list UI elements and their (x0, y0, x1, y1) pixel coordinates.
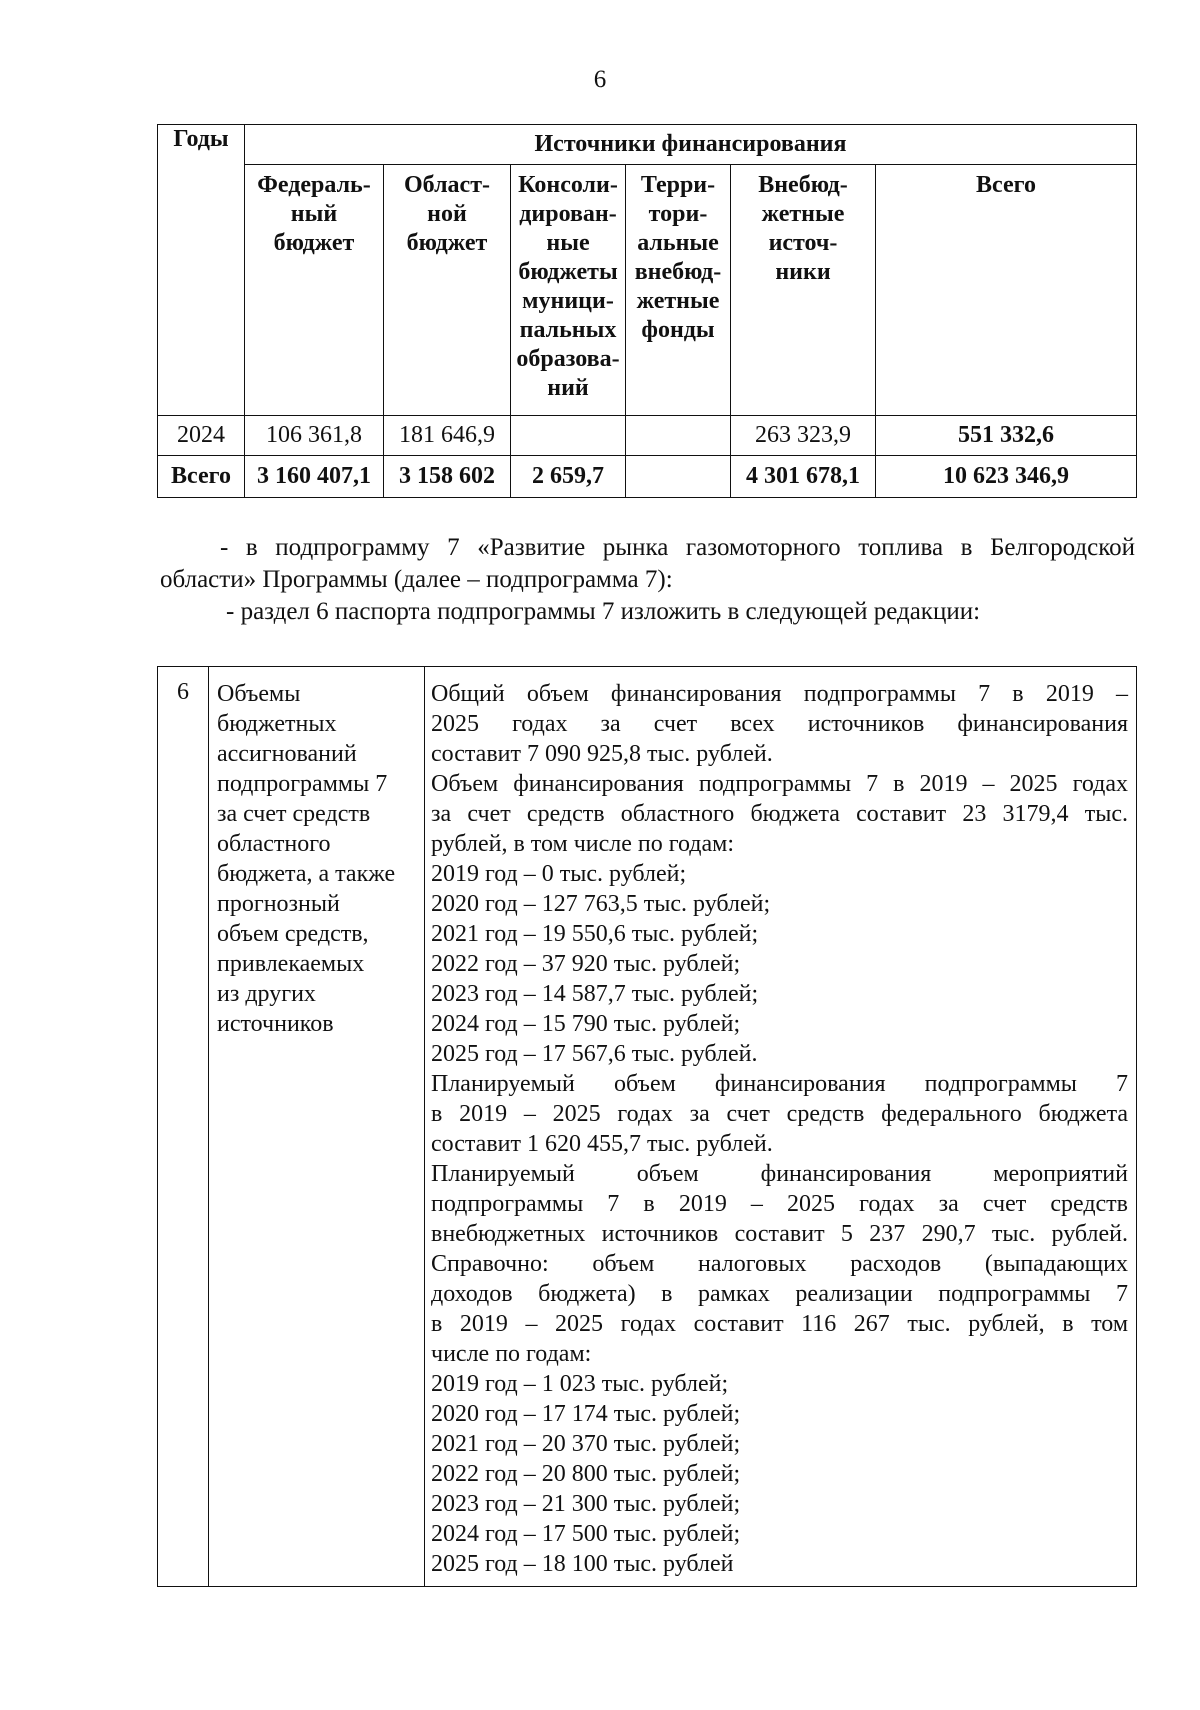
label-line: из других (217, 981, 316, 1007)
content-line: 2021 год – 19 550,6 тыс. рублей; (431, 921, 759, 947)
content-line: 2022 год – 37 920 тыс. рублей; (431, 951, 741, 977)
content-line: внебюджетных источников составит 5 237 290,7 тыс. рублей. (431, 1221, 1128, 1247)
cell-federal: 106 361,8 (245, 416, 384, 456)
label-line: за счет средств (217, 801, 371, 827)
financing-table (157, 124, 1137, 498)
page-number: 6 (593, 66, 607, 93)
content-line: Справочно: объем налоговых расходов (выпадающих (431, 1251, 1128, 1277)
content-line: Планируемый объем финансирования мероприятий (431, 1161, 1128, 1187)
content-line: доходов бюджета) в рамках реализации подпрограммы 7 (431, 1281, 1128, 1307)
cell-extrabudget: 4 301 678,1 (731, 456, 876, 498)
label-line: прогнозный (217, 891, 340, 917)
content-line: рублей, в том числе по годам: (431, 831, 734, 857)
col-municipal: Консоли- дирован- ные бюджеты муници- пальных образова- ний (511, 165, 626, 416)
cell-municipal (511, 416, 626, 456)
content-line: 2020 год – 127 763,5 тыс. рублей; (431, 891, 771, 917)
content-line: 2022 год – 20 800 тыс. рублей; (431, 1461, 741, 1487)
col-extrabudget: Внебюд- жетные источ- ники (731, 165, 876, 416)
content-line: 2023 год – 14 587,7 тыс. рублей; (431, 981, 759, 1007)
cell-total: 10 623 346,9 (876, 456, 1137, 498)
label-line: объем средств, (217, 921, 369, 947)
content-line: подпрограммы 7 в 2019 – 2025 годах за счет средств (431, 1191, 1128, 1217)
content-line: 2019 год – 1 023 тыс. рублей; (431, 1371, 729, 1397)
cell-extrabudget: 263 323,9 (731, 416, 876, 456)
content-line: в 2019 – 2025 годах составит 116 267 тыс. рублей, в том (431, 1311, 1128, 1337)
content-line: 2025 годах за счет всех источников финансирования (431, 711, 1128, 737)
label-line: областного (217, 831, 331, 857)
col-regional: Област- ной бюджет (384, 165, 511, 416)
cell-total: 551 332,6 (876, 416, 1137, 456)
content-line: 2024 год – 17 500 тыс. рублей; (431, 1521, 741, 1547)
label-line: ассигнований (217, 741, 357, 767)
content-line: Планируемый объем финансирования подпрограммы 7 (431, 1071, 1128, 1097)
passport-table (157, 666, 1137, 1587)
cell-regional: 181 646,9 (384, 416, 511, 456)
table-row-total (158, 456, 1137, 498)
cell-regional: 3 158 602 (384, 456, 511, 498)
content-line: 2025 год – 18 100 тыс. рублей (431, 1551, 734, 1577)
row-number: 6 (158, 667, 209, 1587)
content-line: Объем финансирования подпрограммы 7 в 2019 – 2025 годах (431, 771, 1128, 797)
table-header-row (158, 125, 1137, 165)
paragraph-subprogram (160, 532, 1135, 596)
header-sources: Источники финансирования (245, 125, 1137, 165)
cell-year: 2024 (158, 416, 245, 456)
label-line: Объемы (217, 681, 301, 707)
content-line: 2019 год – 0 тыс. рублей; (431, 861, 687, 887)
content-line: составит 1 620 455,7 тыс. рублей. (431, 1131, 773, 1157)
col-territorial: Терри- тори- альные внебюд- жетные фонды (626, 165, 731, 416)
content-line: 2024 год – 15 790 тыс. рублей; (431, 1011, 741, 1037)
row-label (209, 667, 425, 1587)
col-total: Всего (876, 165, 1137, 416)
header-years: Годы (158, 125, 245, 416)
label-line: источников (217, 1011, 334, 1037)
content-line: числе по годам: (431, 1341, 592, 1367)
paragraph-subprogram-text: - в подпрограмму 7 «Развитие рынка газомоторного топлива в Белгородской области» Программы (далее – подпрограмма 7): (160, 534, 1135, 593)
content-line: за счет средств областного бюджета составит 23 3179,4 тыс. (431, 801, 1128, 827)
content-line: Общий объем финансирования подпрограммы 7 в 2019 – (431, 681, 1128, 707)
table-subheader-row (158, 165, 1137, 416)
row-content (425, 667, 1137, 1587)
content-line: 2025 год – 17 567,6 тыс. рублей. (431, 1041, 758, 1067)
cell-municipal: 2 659,7 (511, 456, 626, 498)
cell-territorial (626, 456, 731, 498)
cell-territorial (626, 416, 731, 456)
cell-federal: 3 160 407,1 (245, 456, 384, 498)
table-row (158, 667, 1137, 1587)
cell-year: Всего (158, 456, 245, 498)
content-line: 2020 год – 17 174 тыс. рублей; (431, 1401, 741, 1427)
content-line: 2021 год – 20 370 тыс. рублей; (431, 1431, 741, 1457)
label-line: подпрограммы 7 (217, 771, 388, 797)
label-line: бюджетных (217, 711, 337, 737)
col-federal: Федераль- ный бюджет (245, 165, 384, 416)
label-line: привлекаемых (217, 951, 365, 977)
paragraph-section: - раздел 6 паспорта подпрограммы 7 изложить в следующей редакции: (226, 598, 981, 625)
label-line: бюджета, а также (217, 861, 396, 887)
content-line: 2023 год – 21 300 тыс. рублей; (431, 1491, 741, 1517)
table-row (158, 416, 1137, 456)
content-line: составит 7 090 925,8 тыс. рублей. (431, 741, 773, 767)
content-line: в 2019 – 2025 годах за счет средств федерального бюджета (431, 1101, 1128, 1127)
